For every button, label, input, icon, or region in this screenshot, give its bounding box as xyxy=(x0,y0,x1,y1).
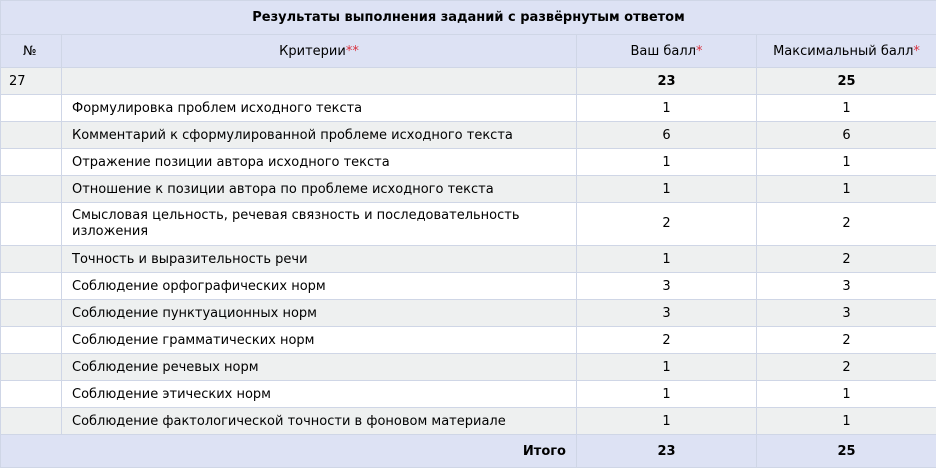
row-max-score: 1 xyxy=(757,408,936,435)
row-max-score: 1 xyxy=(757,176,936,203)
task-max-score: 25 xyxy=(757,68,936,95)
row-criteria: Точность и выразительность речи xyxy=(62,246,577,273)
row-criteria: Соблюдение орфографических норм xyxy=(62,273,577,300)
row-max-score: 1 xyxy=(757,149,936,176)
row-criteria: Соблюдение этических норм xyxy=(62,381,577,408)
table-row xyxy=(1,273,936,300)
row-score: 3 xyxy=(577,300,757,327)
row-score: 1 xyxy=(577,176,757,203)
table-header-row xyxy=(1,35,936,68)
total-label: Итого xyxy=(1,435,577,468)
table-title: Результаты выполнения заданий с развёрнутым ответом xyxy=(1,1,936,35)
row-max-score: 2 xyxy=(757,203,936,246)
task-criteria xyxy=(62,68,577,95)
task-score: 23 xyxy=(577,68,757,95)
row-score: 6 xyxy=(577,122,757,149)
row-number-cell xyxy=(1,381,62,408)
row-score: 2 xyxy=(577,327,757,354)
header-max-asterisk: * xyxy=(913,44,920,59)
row-max-score: 3 xyxy=(757,273,936,300)
row-number-cell xyxy=(1,149,62,176)
row-criteria: Смысловая цельность, речевая связность и последовательность изложения xyxy=(62,203,577,246)
row-number-cell xyxy=(1,300,62,327)
table-row xyxy=(1,176,936,203)
row-number-cell xyxy=(1,246,62,273)
header-score-label: Ваш балл xyxy=(630,44,696,59)
total-score: 23 xyxy=(577,435,757,468)
row-criteria: Отражение позиции автора исходного текста xyxy=(62,149,577,176)
row-score: 1 xyxy=(577,354,757,381)
table-row xyxy=(1,300,936,327)
header-max-label: Максимальный балл xyxy=(773,44,913,59)
row-score: 3 xyxy=(577,273,757,300)
row-score: 1 xyxy=(577,149,757,176)
header-criteria-asterisk: ** xyxy=(346,44,359,59)
row-number-cell xyxy=(1,203,62,246)
table-row xyxy=(1,122,936,149)
table-row xyxy=(1,327,936,354)
row-criteria: Соблюдение фактологической точности в фоновом материале xyxy=(62,408,577,435)
task-number: 27 xyxy=(1,68,62,95)
table-row xyxy=(1,408,936,435)
row-max-score: 6 xyxy=(757,122,936,149)
row-criteria: Соблюдение грамматических норм xyxy=(62,327,577,354)
header-score-asterisk: * xyxy=(696,44,703,59)
row-criteria: Отношение к позиции автора по проблеме исходного текста xyxy=(62,176,577,203)
row-number-cell xyxy=(1,122,62,149)
total-max-score: 25 xyxy=(757,435,936,468)
row-score: 1 xyxy=(577,408,757,435)
row-number-cell xyxy=(1,408,62,435)
table-title-row xyxy=(1,1,936,35)
row-score: 1 xyxy=(577,246,757,273)
header-score xyxy=(577,35,757,68)
table-row xyxy=(1,354,936,381)
row-number-cell xyxy=(1,95,62,122)
header-criteria-label: Критерии xyxy=(279,44,346,59)
table-row xyxy=(1,149,936,176)
row-max-score: 2 xyxy=(757,354,936,381)
row-max-score: 2 xyxy=(757,327,936,354)
row-score: 1 xyxy=(577,381,757,408)
row-max-score: 1 xyxy=(757,381,936,408)
row-score: 1 xyxy=(577,95,757,122)
table-row xyxy=(1,203,936,246)
row-number-cell xyxy=(1,327,62,354)
row-max-score: 1 xyxy=(757,95,936,122)
table-row xyxy=(1,246,936,273)
row-criteria: Комментарий к сформулированной проблеме исходного текста xyxy=(62,122,577,149)
row-score: 2 xyxy=(577,203,757,246)
task-row xyxy=(1,68,936,95)
row-number-cell xyxy=(1,273,62,300)
row-number-cell xyxy=(1,354,62,381)
row-criteria: Соблюдение речевых норм xyxy=(62,354,577,381)
table-row xyxy=(1,95,936,122)
header-max-score xyxy=(757,35,936,68)
total-row xyxy=(1,435,936,468)
row-max-score: 3 xyxy=(757,300,936,327)
row-max-score: 2 xyxy=(757,246,936,273)
header-number: № xyxy=(1,35,62,68)
row-number-cell xyxy=(1,176,62,203)
table-row xyxy=(1,381,936,408)
header-criteria xyxy=(62,35,577,68)
row-criteria: Формулировка проблем исходного текста xyxy=(62,95,577,122)
row-criteria: Соблюдение пунктуационных норм xyxy=(62,300,577,327)
